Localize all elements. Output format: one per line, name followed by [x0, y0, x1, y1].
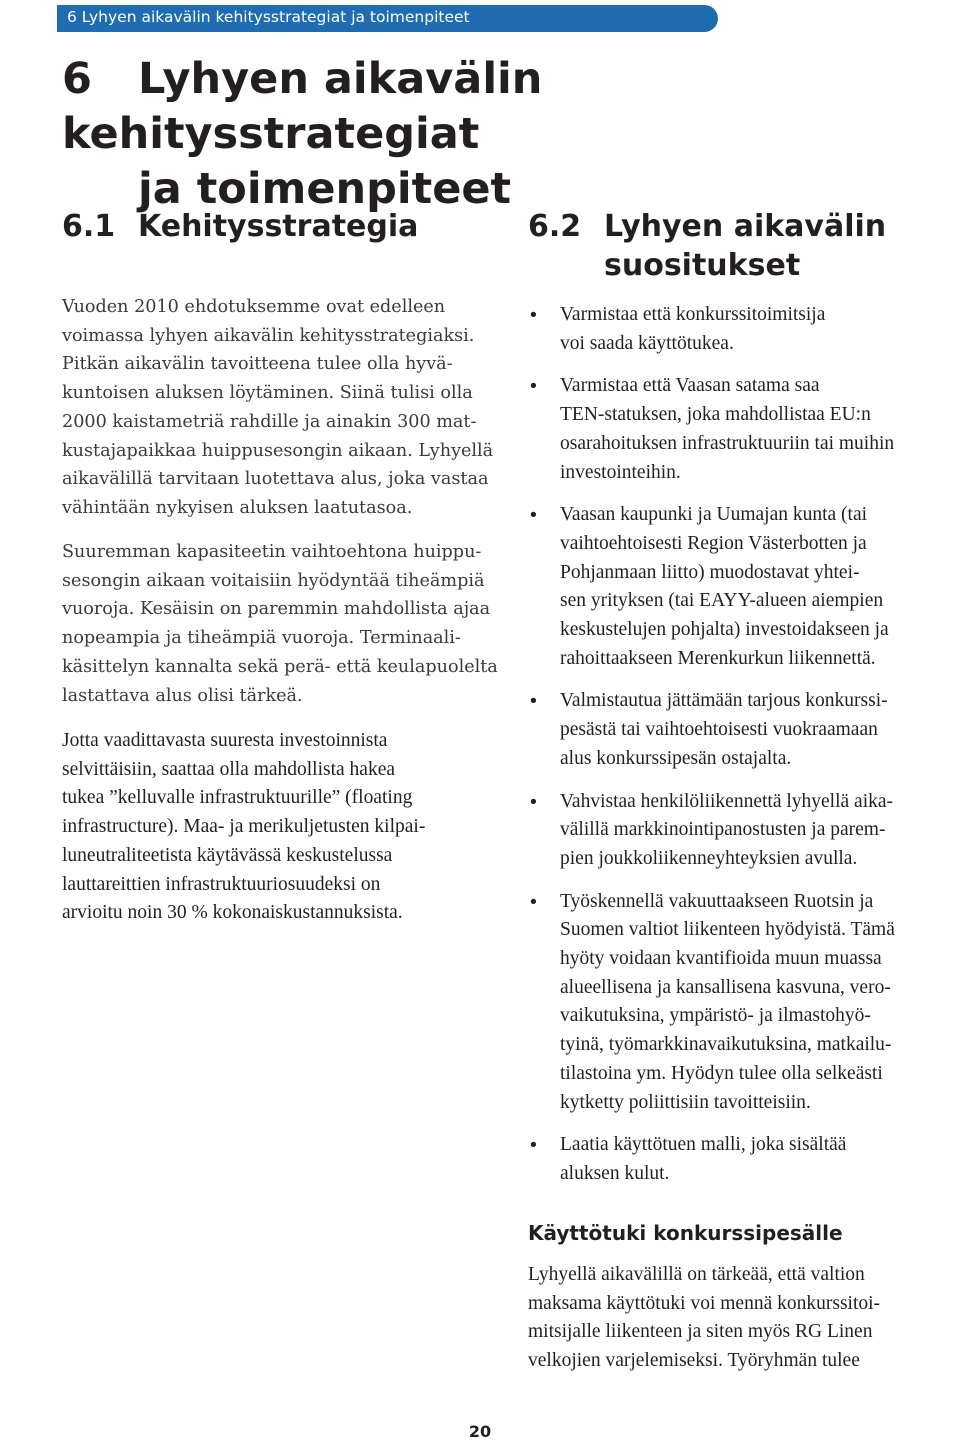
running-header-text: 6 Lyhyen aikavälin kehitysstrategiat ja toimenpiteet	[67, 8, 470, 26]
text-line: alus konkurssipesän ostajalta.	[560, 747, 792, 769]
text-line: sen yrityksen (tai EAYY-alueen aiempien	[560, 590, 884, 612]
text-line: Pitkän aikavälin tavoitteena tulee olla hyvä-	[62, 354, 453, 375]
text-line: infrastructure). Maa- ja merikuljetusten kilpai-	[62, 816, 426, 838]
text-line: lastattava alus olisi tärkeä.	[62, 685, 303, 706]
text-line: aikavälillä tarvitaan luotettava alus, joka vastaa	[62, 469, 489, 490]
text-line: Suomen valtiot liikenteen hyödyistä. Tämä	[560, 919, 895, 941]
text-line: aluksen kulut.	[560, 1162, 670, 1184]
text-line: nopeampia ja tiheämpiä vuoroja. Terminaali-	[62, 628, 461, 649]
text-line: alueellisena ja kansallisena kasvuna, vero-	[560, 976, 891, 998]
text-line: Lyhyellä aikavälillä on tärkeää, että valtion	[528, 1264, 865, 1285]
recommendation-item	[528, 1131, 958, 1188]
text-line: mitsijalle liikenteen ja siten myös RG Linen	[528, 1321, 873, 1343]
bullet-icon: •	[530, 790, 537, 813]
text-line: voimassa lyhyen aikavälin kehitysstrategiaksi.	[62, 325, 475, 346]
text-line: vaikutuksina, ympäristö- ja ilmastohyö-	[560, 1005, 871, 1027]
recommendation-item	[528, 501, 958, 673]
section-6-2-title-line2: suositukset	[604, 248, 801, 283]
text-line: voi saada käyttötukea.	[560, 332, 734, 354]
text-line: pesästä tai vaihtoehtoisesti vuokraamaan	[560, 719, 878, 741]
running-header-bar	[57, 5, 718, 32]
page-title-number: 6	[62, 54, 92, 104]
text-line: Valmistautua jättämään tarjous konkurssi-	[560, 690, 888, 712]
text-line: Laatia käyttötuen malli, joka sisältää	[560, 1134, 847, 1156]
text-line: keskustelujen pohjalta) investoidakseen ja	[560, 619, 889, 641]
text-line: Pohjanmaan liitto) muodostavat yhtei-	[560, 561, 860, 583]
text-line: Suuremman kapasiteetin vaihtoehtona huippu-	[62, 542, 482, 562]
text-line: Varmistaa että Vaasan satama saa	[560, 375, 820, 397]
section-6-1-heading	[62, 207, 418, 246]
text-line: Vahvistaa henkilöliikennettä lyhyellä aika-	[560, 790, 894, 812]
section-6-2-title-line1: Lyhyen aikavälin	[604, 209, 887, 244]
recommendation-item	[528, 888, 958, 1118]
paragraph-strategy-1	[62, 293, 492, 523]
text-line: TEN-statuksen, joka mahdollistaa EU:n	[560, 404, 871, 426]
bullet-icon: •	[530, 1134, 537, 1157]
text-line: tyinä, työmarkkinavaikutuksina, matkailu-	[560, 1034, 892, 1056]
text-line: hyöty voidaan kvantifioida muun muassa	[560, 948, 882, 970]
page-title-line1: Lyhyen aikavälin kehitysstrategiat	[62, 54, 543, 159]
text-line: vaihtoehtoisesti Region Västerbotten ja	[560, 532, 867, 554]
paragraph-operating-subsidy	[528, 1261, 958, 1376]
text-line: lauttareittien infrastruktuuriosuudeksi on	[62, 873, 381, 895]
section-6-2-number: 6.2	[528, 209, 582, 244]
text-line: kytketty poliittisiin tavoitteisiin.	[560, 1091, 811, 1113]
text-line: 2000 kaistametriä rahdille ja ainakin 300 mat-	[62, 411, 477, 432]
text-line: sesongin aikaan voitaisiin hyödyntää tiheämpiä	[62, 570, 485, 591]
bullet-icon: •	[530, 304, 537, 326]
page-title	[62, 52, 960, 217]
recommendation-item	[528, 372, 958, 487]
recommendation-item	[528, 301, 958, 358]
text-line: arvioitu noin 30 % kokonaiskustannuksista.	[62, 902, 403, 924]
section-6-1-number: 6.1	[62, 209, 116, 244]
text-line: Varmistaa että konkurssitoimitsija	[560, 304, 826, 325]
text-line: tilastoina ym. Hyödyn tulee olla selkeästi	[560, 1062, 883, 1084]
section-6-1-title: Kehitysstrategia	[138, 209, 419, 244]
subheading-operating-subsidy: Käyttötuki konkurssipesälle	[528, 1221, 843, 1245]
text-line: vuoroja. Kesäisin on paremmin mahdollista ajaa	[62, 599, 491, 620]
text-line: investointeihin.	[560, 461, 681, 483]
text-line: pien joukkoliikenneyhteyksien avulla.	[560, 847, 858, 869]
text-line: vähintään nykyisen aluksen laatutasoa.	[62, 497, 413, 518]
text-line: velkojien varjelemiseksi. Työryhmän tulee	[528, 1350, 860, 1372]
paragraph-strategy-2	[62, 538, 498, 710]
bullet-icon: •	[530, 504, 537, 527]
text-line: Työskennellä vakuuttaakseen Ruotsin ja	[560, 890, 874, 912]
text-line: välillä markkinointipanostusten ja parem-	[560, 819, 886, 841]
paragraph-strategy-3	[62, 727, 492, 928]
text-line: selvittäisiin, saattaa olla mahdollista hakea	[62, 758, 396, 780]
text-line: tukea ”kelluvalle infrastruktuurille” (floating	[62, 787, 413, 809]
text-line: Vuoden 2010 ehdotuksemme ovat edelleen	[62, 297, 446, 317]
text-line: kuntoisen aluksen löytäminen. Siinä tulisi olla	[62, 383, 473, 404]
section-6-2-heading	[528, 207, 886, 285]
bullet-icon: •	[530, 890, 537, 913]
bullet-icon: •	[530, 690, 537, 713]
page-number: 20	[468, 1422, 492, 1441]
page-title-line2: ja toimenpiteet	[138, 164, 512, 214]
recommendation-item	[528, 788, 958, 874]
text-line: luneutraliteetista käytävässä keskustelussa	[62, 844, 393, 866]
text-line: kustajapaikkaa huippusesongin aikaan. Lyhyellä	[62, 440, 494, 461]
bullet-icon: •	[530, 375, 537, 398]
text-line: osarahoituksen infrastruktuuriin tai muihin	[560, 432, 895, 454]
text-line: Jotta vaadittavasta suuresta investoinnista	[62, 730, 388, 751]
recommendation-item	[528, 687, 958, 773]
text-line: maksama käyttötuki voi mennä konkurssitoi-	[528, 1292, 881, 1314]
recommendations-list	[528, 301, 958, 1203]
text-line: rahoittaakseen Merenkurkun liikennettä.	[560, 647, 876, 669]
text-line: käsittelyn kannalta sekä perä- että keulapuolelta	[62, 656, 498, 677]
text-line: Vaasan kaupunki ja Uumajan kunta (tai	[560, 504, 868, 526]
